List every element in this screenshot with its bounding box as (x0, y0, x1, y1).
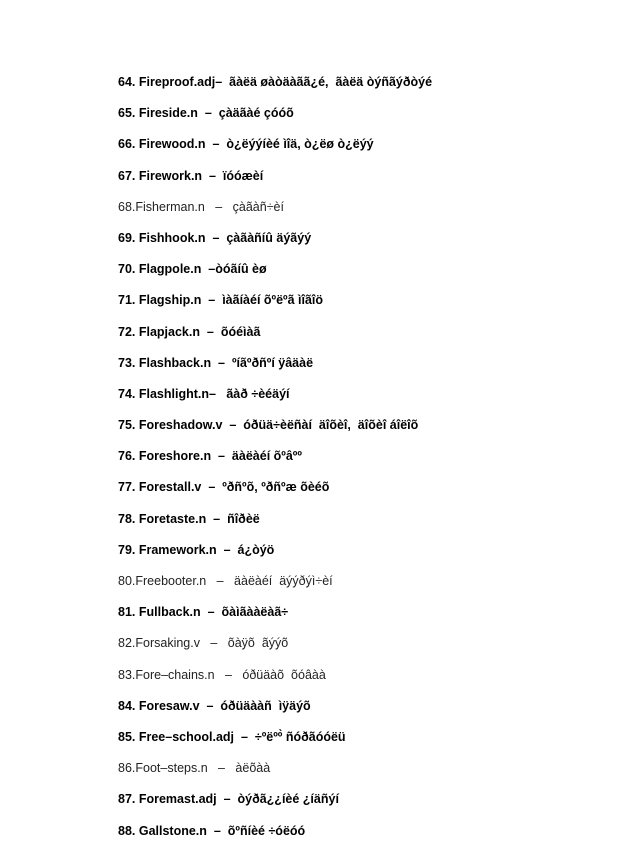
vocabulary-entry: 64. Fireproof.adj– ãàëä øàòäàãã¿é, ãàëä òýñãýðòýé (118, 75, 433, 89)
vocabulary-entry: 88. Gallstone.n – õºñíèé ÷óëóó (118, 823, 306, 838)
vocabulary-entry: 66. Firewood.n – ò¿ëýýíèé ìîä, ò¿ëø ò¿ëýý (118, 137, 374, 152)
vocabulary-entry: 75. Foreshadow.v – óðüä÷èëñàí äîõèî, äîõèî áîëîõ (118, 418, 419, 433)
vocabulary-entry: 79. Framework.n – á¿òýö (118, 542, 275, 557)
vocabulary-entry: 71. Flagship.n – ìàãíàéí õºëºã ìîãîö (118, 293, 324, 308)
vocabulary-entry: 67. Firework.n – ïóóæèí (118, 168, 264, 183)
vocabulary-entry: 74. Flashlight.n– ãàð ÷èéäýí (118, 386, 290, 401)
vocabulary-entry: 78. Foretaste.n – ñîðèë (118, 511, 260, 526)
vocabulary-entry: 85. Free–school.adj – ÷ºëºº̀ ñóðãóóëü (118, 729, 346, 744)
vocabulary-entry: 72. Flapjack.n – õóéìàã (118, 324, 261, 339)
vocabulary-entry: 73. Flashback.n – ºíãºðñºí ÿâäàë (118, 355, 314, 370)
vocabulary-entry: 80.Freebooter.n – äàëàéí äýýðýì÷èí (118, 574, 333, 588)
vocabulary-entry: 69. Fishhook.n – çàãàñíû äýãýý (118, 230, 312, 245)
vocabulary-list (118, 72, 432, 852)
vocabulary-entry: 86.Foot–steps.n – àëõàà (118, 761, 271, 776)
vocabulary-entry: 77. Forestall.v – ºðñºõ, ºðñºæ õèéõ (118, 480, 330, 495)
vocabulary-entry: 76. Foreshore.n – äàëàéí õºâºº (118, 449, 302, 464)
vocabulary-entry: 83.Fore–chains.n – óðüäàõ õóâàà (118, 667, 326, 682)
vocabulary-entry: 68.Fisherman.n – çàãàñ÷èí (118, 199, 284, 214)
vocabulary-entry: 70. Flagpole.n –òóãíû èø (118, 262, 267, 277)
vocabulary-entry: 65. Fireside.n – çàäãàé çóóõ (118, 106, 294, 121)
vocabulary-entry: 82.Forsaking.v – õàÿõ ãýýõ (118, 636, 289, 651)
vocabulary-entry: 81. Fullback.n – õàìãààëàã÷ (118, 605, 289, 620)
vocabulary-entry: 84. Foresaw.v – óðüäààñ ìÿäýõ (118, 698, 311, 713)
vocabulary-entry: 87. Foremast.adj – òýðã¿¿íèé ¿íäñýí (118, 792, 339, 807)
